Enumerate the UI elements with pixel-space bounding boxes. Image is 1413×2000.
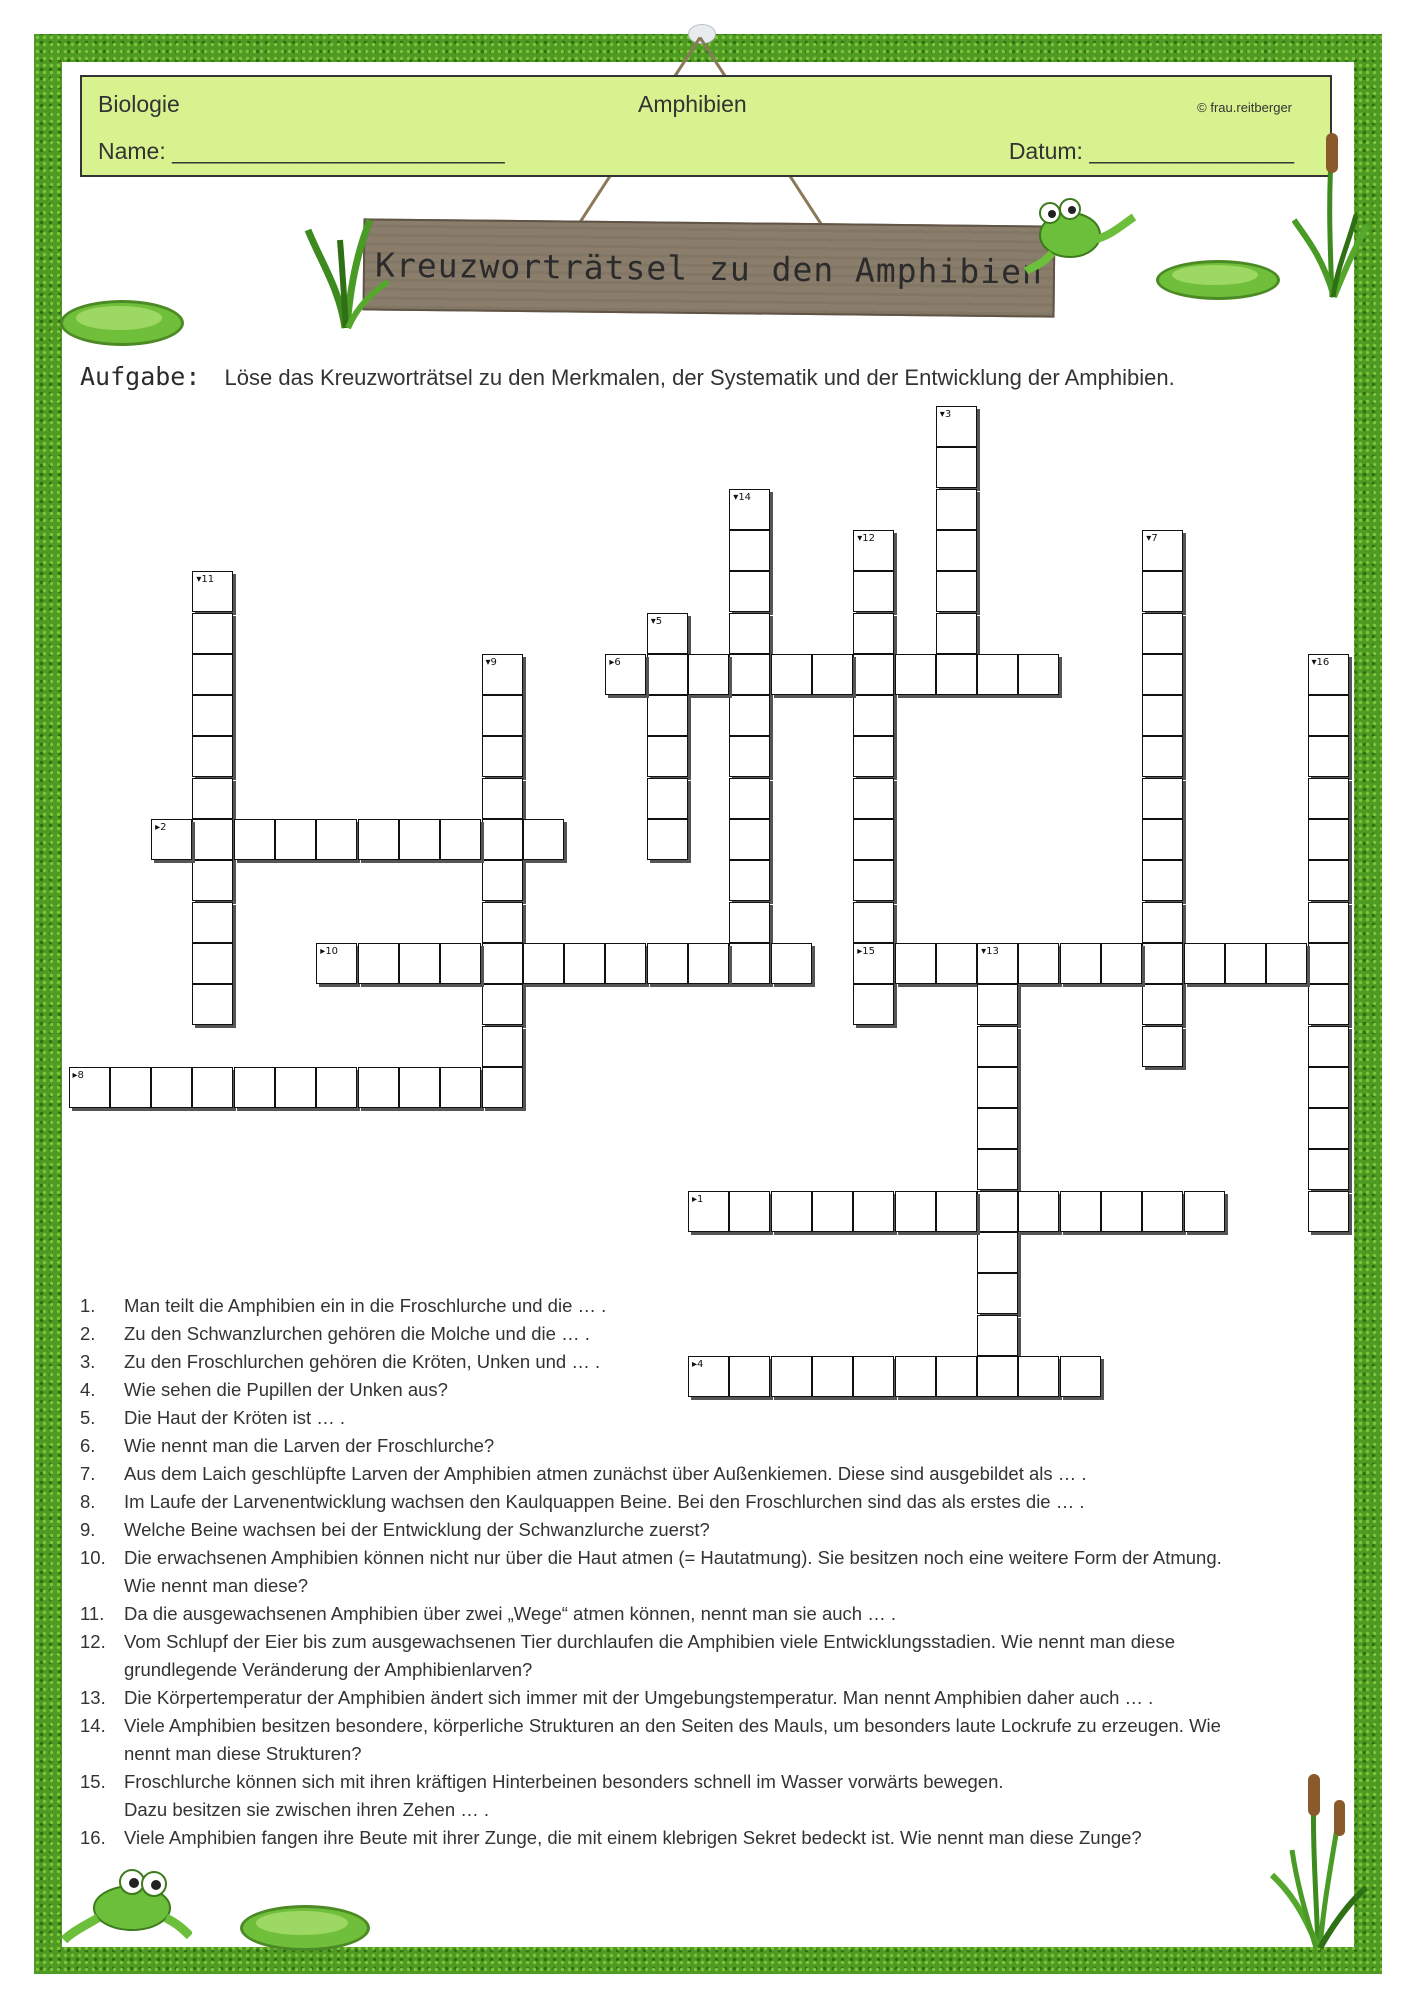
crossword-cell[interactable]	[895, 943, 936, 984]
clue-text: Viele Amphibien fangen ihre Beute mit ihrer Zunge, die mit einem klebrigen Sekret bedeckt ist. Wie nennt man diese Zunge?	[124, 1827, 1142, 1848]
reed-icon	[300, 210, 390, 330]
crossword-cell[interactable]	[853, 860, 894, 901]
clue-text: Vom Schlupf der Eier bis zum ausgewachsenen Tier durchlaufen die Amphibien viele Entwicklungsstadien. Wie nennt man diese	[124, 1631, 1175, 1652]
clue-text: Zu den Froschlurchen gehören die Kröten, Unken und … .	[124, 1351, 601, 1372]
crossword-cell[interactable]	[399, 943, 440, 984]
crossword-cell[interactable]	[1142, 943, 1183, 984]
clue-text: Welche Beine wachsen bei der Entwicklung der Schwanzlurche zuerst?	[124, 1519, 710, 1540]
crossword-cell[interactable]	[1142, 1026, 1183, 1067]
clue-number-7: ▾7	[1146, 532, 1158, 544]
crossword-cell[interactable]	[647, 695, 688, 736]
crossword-cell[interactable]	[358, 819, 399, 860]
clue-number-11: ▾11	[196, 574, 215, 586]
name-field[interactable]: Name: __________________________	[98, 138, 505, 164]
clue-text: Aus dem Laich geschlüpfte Larven der Amphibien atmen zunächst über Außenkiemen. Diese sind ausgebildet als … .	[124, 1463, 1087, 1484]
crossword-cell[interactable]	[812, 1191, 853, 1232]
clue-text: Wie nennt man die Larven der Froschlurche?	[124, 1435, 495, 1456]
crossword-cell[interactable]	[1142, 902, 1183, 943]
crossword-cell[interactable]	[936, 571, 977, 612]
crossword-cell[interactable]	[853, 654, 894, 695]
crossword-cell[interactable]	[192, 654, 233, 695]
topic-label: Amphibien	[638, 91, 747, 117]
crossword-cell[interactable]	[564, 943, 605, 984]
clue-number: 16.	[80, 1827, 106, 1848]
crossword-cell[interactable]	[936, 654, 977, 695]
clue-number-10: ▸10	[320, 945, 339, 957]
crossword-cell[interactable]	[1142, 860, 1183, 901]
clue-number: 1.	[80, 1295, 96, 1316]
clue-number: 13.	[80, 1687, 106, 1708]
clue-item	[80, 1292, 1330, 1320]
clue-number-1: ▸1	[692, 1193, 704, 1205]
crossword-cell[interactable]	[853, 1191, 894, 1232]
crossword-cell[interactable]	[192, 778, 233, 819]
crossword-cell[interactable]	[729, 613, 770, 654]
clue-item	[80, 1544, 1330, 1600]
crossword-cell[interactable]	[605, 943, 646, 984]
clue-number: 5.	[80, 1407, 96, 1428]
crossword-cell[interactable]	[275, 819, 316, 860]
crossword-cell[interactable]	[729, 571, 770, 612]
clue-item	[80, 1684, 1330, 1712]
clue-number: 11.	[80, 1603, 105, 1624]
crossword-cell[interactable]	[1142, 819, 1183, 860]
crossword-cell[interactable]	[192, 902, 233, 943]
clue-text: Da die ausgewachsenen Amphibien über zwei „Wege“ atmen können, nennt man sie auch … .	[124, 1603, 896, 1624]
crossword-cell[interactable]	[482, 1026, 523, 1067]
crossword-cell[interactable]	[523, 819, 564, 860]
clue-number: 7.	[80, 1463, 96, 1484]
crossword-cell[interactable]	[977, 1026, 1018, 1067]
task-label: Aufgabe:	[80, 362, 201, 391]
clue-number: 9.	[80, 1519, 96, 1540]
clue-number: 4.	[80, 1379, 96, 1400]
clue-item	[80, 1404, 1330, 1432]
clue-item	[80, 1824, 1330, 1852]
crossword-cell[interactable]	[936, 489, 977, 530]
crossword-cell[interactable]	[1142, 695, 1183, 736]
crossword-cell[interactable]	[1184, 1191, 1225, 1232]
clue-text: Die erwachsenen Amphibien können nicht nur über die Haut atmen (= Hautatmung). Sie besitzen noch eine weitere Form der Atmung.	[124, 1547, 1222, 1568]
task-instruction	[80, 362, 1175, 391]
crossword-cell[interactable]	[1308, 1067, 1349, 1108]
clue-number: 14.	[80, 1715, 106, 1736]
clue-text: Wie sehen die Pupillen der Unken aus?	[124, 1379, 448, 1400]
crossword-cell[interactable]	[895, 1191, 936, 1232]
crossword-cell[interactable]	[853, 571, 894, 612]
clue-number-8: ▸8	[72, 1069, 84, 1081]
clue-text-continued: Wie nennt man diese?	[124, 1575, 309, 1596]
clue-item	[80, 1460, 1330, 1488]
clue-item	[80, 1516, 1330, 1544]
crossword-cell[interactable]	[977, 1108, 1018, 1149]
clue-text-continued: Dazu besitzen sie zwischen ihren Zehen … .	[124, 1799, 490, 1820]
crossword-cell[interactable]	[812, 654, 853, 695]
crossword-cell[interactable]	[482, 778, 523, 819]
crossword-cell[interactable]	[853, 778, 894, 819]
clue-text: Die Haut der Kröten ist … .	[124, 1407, 346, 1428]
crossword-cell[interactable]	[316, 819, 357, 860]
crossword-cell[interactable]	[1018, 1191, 1059, 1232]
crossword-cell[interactable]	[936, 530, 977, 571]
crossword-cell[interactable]	[482, 943, 523, 984]
crossword-cell[interactable]	[977, 654, 1018, 695]
crossword-cell[interactable]	[1101, 943, 1142, 984]
clue-item	[80, 1628, 1330, 1684]
clue-item	[80, 1376, 1330, 1404]
clue-item	[80, 1768, 1330, 1824]
crossword-cell[interactable]	[936, 447, 977, 488]
crossword-cell[interactable]	[1308, 943, 1349, 984]
frog-icon	[1022, 195, 1142, 275]
crossword-cell[interactable]	[1018, 654, 1059, 695]
crossword-cell[interactable]	[729, 819, 770, 860]
crossword-cell[interactable]	[1101, 1191, 1142, 1232]
crossword-cell[interactable]	[1308, 736, 1349, 777]
clue-item	[80, 1432, 1330, 1460]
clue-text-continued: grundlegende Veränderung der Amphibienlarven?	[124, 1659, 533, 1680]
crossword-cell[interactable]	[151, 1067, 192, 1108]
title-sign	[363, 218, 1056, 317]
crossword-cell[interactable]	[440, 1067, 481, 1108]
lily-pad-highlight	[256, 1911, 348, 1935]
crossword-cell[interactable]	[729, 736, 770, 777]
crossword-cell[interactable]	[482, 984, 523, 1025]
clue-item	[80, 1600, 1330, 1628]
clue-number: 12.	[80, 1631, 106, 1652]
crossword-cell[interactable]	[358, 943, 399, 984]
clue-number-4: ▸4	[692, 1358, 704, 1370]
frog-icon	[62, 1860, 192, 1945]
clue-item	[80, 1320, 1330, 1348]
cattail-icon	[1292, 125, 1372, 300]
clue-number-2: ▸2	[155, 822, 167, 833]
clue-number: 15.	[80, 1771, 106, 1792]
crossword-cell[interactable]	[1060, 943, 1101, 984]
crossword-cell[interactable]	[1308, 1191, 1349, 1232]
crossword-cell[interactable]	[399, 1067, 440, 1108]
clue-text: Zu den Schwanzlurchen gehören die Molche und die … .	[124, 1323, 590, 1344]
crossword-cell[interactable]	[1225, 943, 1266, 984]
crossword-cell[interactable]	[1142, 1191, 1183, 1232]
clue-item	[80, 1488, 1330, 1516]
clue-text: Man teilt die Amphibien ein in die Froschlurche und die … .	[124, 1295, 607, 1316]
crossword-cell[interactable]	[482, 736, 523, 777]
clue-number-14: ▾14	[733, 491, 752, 503]
crossword-cell[interactable]	[523, 943, 564, 984]
crossword-cell[interactable]	[977, 1232, 1018, 1273]
clue-number-12: ▾12	[857, 532, 875, 544]
crossword-cell[interactable]	[977, 1067, 1018, 1108]
crossword-cell[interactable]	[192, 860, 233, 901]
crossword-cell[interactable]	[729, 1191, 770, 1232]
clue-number-3: ▾3	[939, 409, 952, 420]
crossword-cell[interactable]	[482, 860, 523, 901]
task-text: Löse das Kreuzworträtsel zu den Merkmalen, der Systematik und der Entwicklung der Amphibien.	[224, 365, 1175, 390]
lily-pad-highlight	[1172, 265, 1258, 285]
crossword-cell[interactable]	[1060, 1191, 1101, 1232]
crossword-cell[interactable]	[853, 819, 894, 860]
crossword-cell[interactable]	[1308, 984, 1349, 1025]
crossword-cell[interactable]	[853, 736, 894, 777]
crossword-cell[interactable]	[729, 695, 770, 736]
clue-number: 8.	[80, 1491, 96, 1512]
clue-number: 6.	[80, 1435, 96, 1456]
clue-number: 10.	[80, 1547, 106, 1568]
header-box	[80, 75, 1332, 177]
crossword-cell[interactable]	[192, 1067, 233, 1108]
crossword-cell[interactable]	[853, 902, 894, 943]
crossword-cell[interactable]	[1142, 613, 1183, 654]
crossword-cell[interactable]	[1142, 571, 1183, 612]
crossword-cell[interactable]	[1308, 819, 1349, 860]
crossword-cell[interactable]	[110, 1067, 151, 1108]
crossword-cell[interactable]	[192, 695, 233, 736]
crossword-cell[interactable]	[729, 654, 770, 695]
crossword-cell[interactable]	[853, 695, 894, 736]
crossword-cell[interactable]	[1308, 1149, 1349, 1190]
crossword-cell[interactable]	[1308, 902, 1349, 943]
crossword-cell[interactable]	[647, 654, 688, 695]
clue-number-5: ▾5	[650, 615, 663, 627]
clue-number-13: ▾13	[981, 945, 999, 957]
clue-text: Die Körpertemperatur der Amphibien ändert sich immer mit der Umgebungstemperatur. Man nennt Amphibien daher auch … .	[124, 1687, 1154, 1708]
clue-list	[80, 1292, 1330, 1852]
crossword-cell[interactable]	[729, 902, 770, 943]
crossword-cell[interactable]	[482, 902, 523, 943]
crossword-cell[interactable]	[192, 819, 233, 860]
crossword-cell[interactable]	[482, 1067, 523, 1108]
crossword-cell[interactable]	[729, 860, 770, 901]
crossword-cell[interactable]	[1018, 943, 1059, 984]
crossword-cell[interactable]	[729, 778, 770, 819]
crossword-cell[interactable]	[771, 1191, 812, 1232]
crossword-cell[interactable]	[729, 530, 770, 571]
clue-number-6: ▸6	[609, 656, 621, 668]
crossword-cell[interactable]	[688, 943, 729, 984]
crossword-cell[interactable]	[853, 984, 894, 1025]
clue-text: Im Laufe der Larvenentwicklung wachsen den Kaulquappen Beine. Bei den Froschlurchen sind das als erstes die … .	[124, 1491, 1085, 1512]
date-field[interactable]: Datum: ________________	[1008, 138, 1294, 164]
crossword-cell[interactable]	[647, 943, 688, 984]
crossword-cell[interactable]	[482, 695, 523, 736]
crossword-cell[interactable]	[1308, 778, 1349, 819]
crossword-cell[interactable]	[647, 778, 688, 819]
crossword-cell[interactable]	[358, 1067, 399, 1108]
clue-number-15: ▸15	[857, 945, 875, 957]
crossword-cell[interactable]	[688, 654, 729, 695]
crossword-cell[interactable]	[192, 613, 233, 654]
clue-text: Froschlurche können sich mit ihren kräftigen Hinterbeinen besonders schnell im Wasser vorwärts bewegen.	[124, 1771, 1004, 1792]
crossword-cell[interactable]	[1184, 943, 1225, 984]
lily-pad-highlight	[76, 306, 162, 330]
crossword-cell[interactable]	[977, 1149, 1018, 1190]
clue-number-9: ▾9	[485, 656, 497, 668]
crossword-cell[interactable]	[1266, 943, 1307, 984]
crossword-cell[interactable]	[647, 819, 688, 860]
crossword-cell[interactable]	[440, 819, 481, 860]
crossword-cell[interactable]	[1308, 860, 1349, 901]
crossword-cell[interactable]	[1308, 1108, 1349, 1149]
crossword-cell[interactable]	[729, 943, 770, 984]
clue-number: 3.	[80, 1351, 96, 1372]
crossword-cell[interactable]	[1142, 778, 1183, 819]
crossword-cell[interactable]	[647, 736, 688, 777]
clue-text: Viele Amphibien besitzen besondere, körperliche Strukturen an den Seiten des Mauls, um besonders laute Lockrufe zu erzeugen. Wie	[124, 1715, 1221, 1736]
crossword-cell[interactable]	[1142, 654, 1183, 695]
crossword-cell[interactable]	[399, 819, 440, 860]
crossword-cell[interactable]	[853, 613, 894, 654]
crossword-cell[interactable]	[192, 984, 233, 1025]
crossword-cell[interactable]	[440, 943, 481, 984]
crossword-cell[interactable]	[895, 654, 936, 695]
crossword-cell[interactable]	[771, 654, 812, 695]
crossword-cell[interactable]	[482, 819, 523, 860]
crossword-cell[interactable]	[1142, 736, 1183, 777]
crossword-cell[interactable]	[234, 819, 275, 860]
clue-item	[80, 1712, 1330, 1768]
copyright-label: © frau.reitberger	[1197, 100, 1292, 115]
clue-text-continued: nennt man diese Strukturen?	[124, 1743, 362, 1764]
clue-number-16: ▾16	[1311, 656, 1330, 668]
crossword-cell[interactable]	[275, 1067, 316, 1108]
crossword-cell[interactable]	[936, 1191, 977, 1232]
crossword-cell[interactable]	[771, 943, 812, 984]
crossword-cell[interactable]	[936, 943, 977, 984]
clue-item	[80, 1348, 1330, 1376]
crossword-cell[interactable]	[192, 943, 233, 984]
crossword-cell[interactable]	[1142, 984, 1183, 1025]
crossword-cell[interactable]	[192, 736, 233, 777]
crossword-cell[interactable]	[234, 1067, 275, 1108]
crossword-cell[interactable]	[977, 1191, 1018, 1232]
crossword-cell[interactable]	[977, 984, 1018, 1025]
clue-number: 2.	[80, 1323, 96, 1344]
worksheet-title: Kreuzworträtsel zu den Amphibien	[374, 245, 1044, 291]
crossword-cell[interactable]	[1308, 1026, 1349, 1067]
crossword-cell[interactable]	[936, 613, 977, 654]
crossword-cell[interactable]	[1308, 695, 1349, 736]
subject-label: Biologie	[98, 91, 180, 117]
crossword-cell[interactable]	[316, 1067, 357, 1108]
